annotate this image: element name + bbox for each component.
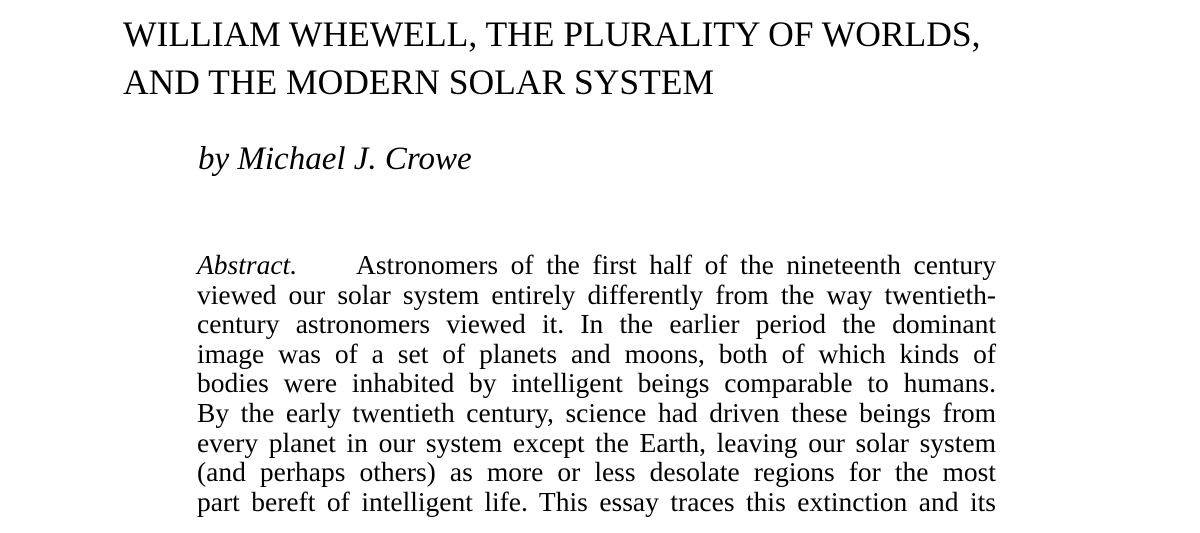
abstract-line-9: part bereft of intelligent life. This essay traces this extinction and its: [197, 485, 996, 517]
abstract-line-8: (and perhaps others) as more or less desolate regions for the most: [197, 456, 996, 488]
title-line-2: AND THE MODERN SOLAR SYSTEM: [123, 62, 715, 102]
abstract-label: Abstract.: [197, 249, 298, 280]
title-line-1: WILLIAM WHEWELL, THE PLURALITY OF WORLDS,: [123, 14, 981, 54]
abstract-line-1: [197, 250, 996, 280]
abstract-line-6: By the early twentieth century, science had driven these beings from: [197, 396, 996, 428]
abstract-line-1-text: Astronomers of the first half of the nineteenth century: [356, 249, 996, 280]
abstract-line-4: image was of a set of planets and moons, both of which kinds of: [197, 337, 996, 369]
article-title: [123, 10, 980, 106]
abstract: [197, 250, 996, 516]
abstract-line-7: every planet in our system except the Earth, leaving our solar system: [197, 426, 996, 458]
abstract-line-3: century astronomers viewed it. In the earlier period the dominant: [197, 308, 996, 340]
author-byline: by Michael J. Crowe: [198, 141, 472, 177]
abstract-line-5: bodies were inhabited by intelligent beings comparable to humans.: [197, 367, 996, 399]
abstract-line-2: viewed our solar system entirely differently from the way twentieth-: [197, 278, 996, 310]
